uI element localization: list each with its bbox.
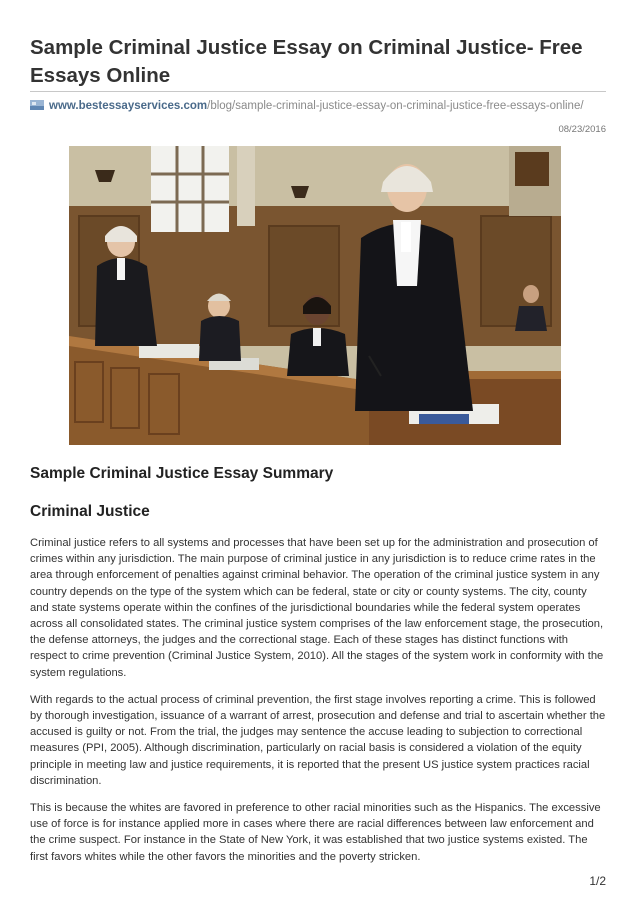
source-path-link[interactable]: /blog/sample-criminal-justice-essay-on-criminal-justice-free-essays-online/ bbox=[207, 100, 584, 112]
site-favicon-icon bbox=[30, 100, 44, 110]
document-title: Sample Criminal Justice Essay on Criminal Justice- Free Essays Online bbox=[30, 36, 583, 87]
page-number: 1/2 bbox=[589, 874, 606, 888]
section-heading: Criminal Justice bbox=[30, 503, 150, 520]
source-domain-link[interactable]: www.bestessayservices.com bbox=[49, 100, 208, 112]
paragraph: Criminal justice refers to all systems and processes that have been set up for the administration and prosecution of crimes within any jurisdiction. The main purpose of criminal justice in any jurisdiction is to reduce crime rates in the area through enforcement of penalties against criminal behavior. The operation of the criminal justice system in any country depends on the type of the system which can be federal, state or city or county systems. The city, county and state systems operate within the confines of the jurisdictional boundaries while the federal system operates across all consolidated states. The criminal justice system comprises of the law enforcement stage, the prosecution, the defense attorneys, the judges and the correctional stage. Each of these stages has distinct functions with respect to crime prevention (Criminal Justice System, 2010). All the stages of the system work in conformity with the system regulations. bbox=[30, 537, 604, 679]
essay-body bbox=[30, 535, 606, 876]
title-divider bbox=[30, 91, 606, 92]
summary-heading: Sample Criminal Justice Essay Summary bbox=[30, 465, 334, 482]
source-url[interactable] bbox=[30, 99, 584, 113]
paragraph: With regards to the actual process of criminal prevention, the first stage involves reporting a crime. This is followed by thorough investigation, issuance of a warrant of arrest, prosecution and defense and trial to ascertain whether the accused is guilty or not. From the trial, the judges may sentence the accuse leading to subjection to correctional measures (PPI, 2005). Although discrimination, particularly on racial basis is considered a violation of the equity principle in meeting law and justice requirements, it is reported that the present US justice system practices racial discrimination. bbox=[30, 693, 606, 787]
publish-date: 08/23/2016 bbox=[558, 124, 606, 135]
paragraph: This is because the whites are favored in preference to other racial minorities such as the Hispanics. The excessive use of force is for instance applied more in cases where there are racial differences between law enforcement and the crime suspect. For instance in the State of New York, it was established that two justice systems existed. The first favors whites while the other favors the minorities and the poverty stricken. bbox=[30, 802, 601, 863]
courtroom-photo bbox=[69, 146, 561, 445]
